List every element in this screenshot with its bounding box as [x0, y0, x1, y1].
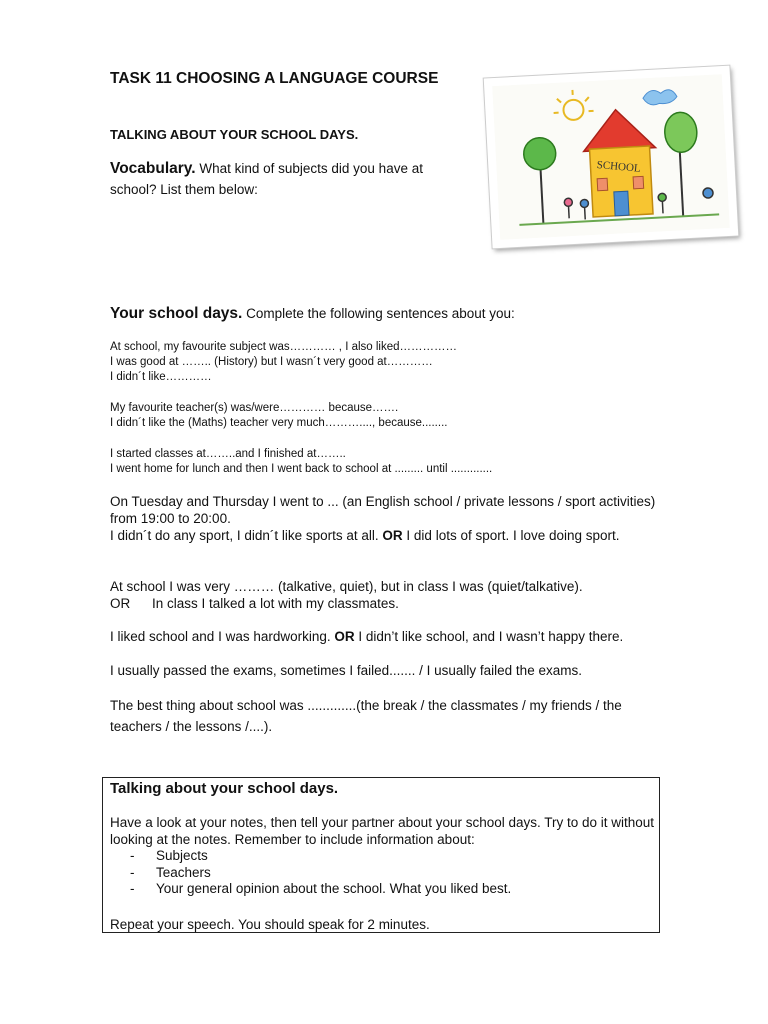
- school-drawing-image: [484, 66, 739, 249]
- vocabulary-heading: Vocabulary.: [110, 160, 196, 177]
- talkative-option-b: In class I talked a lot with my classmates.: [152, 596, 399, 611]
- sentence-3: I didn´t like…………: [110, 371, 212, 383]
- page-subtitle: TALKING ABOUT YOUR SCHOOL DAYS.: [110, 127, 359, 142]
- vocabulary-section: [110, 158, 470, 200]
- paragraph-hardworking: [110, 628, 670, 645]
- vocabulary-text: What kind of subjects did you have at school? List them below:: [110, 161, 423, 197]
- bullet-dash: -: [130, 881, 135, 896]
- speaking-task-instructions: Have a look at your notes, then tell your partner about your school days. Try to do it without looking at the notes. Remember to include information about:: [110, 815, 655, 847]
- page-title: TASK 11 CHOOSING A LANGUAGE COURSE: [110, 70, 439, 87]
- or-keyword: OR: [110, 596, 131, 611]
- school-days-heading: Your school days.: [110, 305, 243, 322]
- paragraph-talkative-alt: [110, 595, 670, 612]
- paragraph-sport: [110, 527, 670, 544]
- sentence-1: At school, my favourite subject was………… , I also liked……………: [110, 341, 458, 353]
- list-item: [130, 848, 511, 865]
- list-item-label: Subjects: [156, 848, 208, 863]
- sentence-4: My favourite teacher(s) was/were………… because…….: [110, 402, 399, 414]
- paragraph-talkative: At school I was very ……… (talkative, quiet), but in class I was (quiet/talkative).: [110, 579, 583, 594]
- bullet-dash: -: [130, 864, 135, 880]
- sentence-6: I started classes at……..and I finished at……..: [110, 448, 346, 460]
- list-item-label: Your general opinion about the school. What you liked best.: [156, 881, 512, 896]
- or-keyword: OR: [382, 528, 403, 543]
- school-sign: SCHOOL: [596, 159, 642, 175]
- paragraph-best-thing: The best thing about school was .............(the break / the classmates / my friends / the teachers / the lessons /....).: [110, 698, 622, 734]
- hardworking-option-b: I didn’t like school, and I wasn’t happy there.: [358, 629, 624, 644]
- school-drawing-icon: [492, 74, 730, 240]
- list-item: [130, 865, 511, 882]
- or-keyword: OR: [334, 629, 355, 644]
- sentence-5: I didn´t like the (Maths) teacher very much………...., because........: [110, 417, 448, 429]
- speaking-task-list: [130, 848, 511, 898]
- sport-option-a: I didn´t do any sport, I didn´t like sports at all.: [110, 528, 379, 543]
- sentence-7: I went home for lunch and then I went back to school at ......... until .............: [110, 463, 493, 475]
- sentence-2: I was good at …….. (History) but I wasn´t very good at…………: [110, 356, 433, 368]
- school-days-instructions: Complete the following sentences about you:: [246, 306, 515, 321]
- bullet-dash: -: [130, 848, 135, 863]
- paragraph-evening-activities: On Tuesday and Thursday I went to ... (an English school / private lessons / sport activities) from 19:00 to 20:00.: [110, 494, 656, 526]
- sport-option-b: I did lots of sport. I love doing sport.: [406, 528, 620, 543]
- school-days-section: [110, 305, 515, 323]
- speaking-task-title: Talking about your school days.: [110, 780, 339, 797]
- list-item-label: Teachers: [156, 864, 211, 880]
- hardworking-option-a: I liked school and I was hardworking.: [110, 629, 331, 644]
- speaking-task-repeat: Repeat your speech. You should speak for 2 minutes.: [110, 917, 430, 932]
- list-item: [130, 881, 511, 898]
- paragraph-exams: I usually passed the exams, sometimes I failed....... / I usually failed the exams.: [110, 663, 582, 678]
